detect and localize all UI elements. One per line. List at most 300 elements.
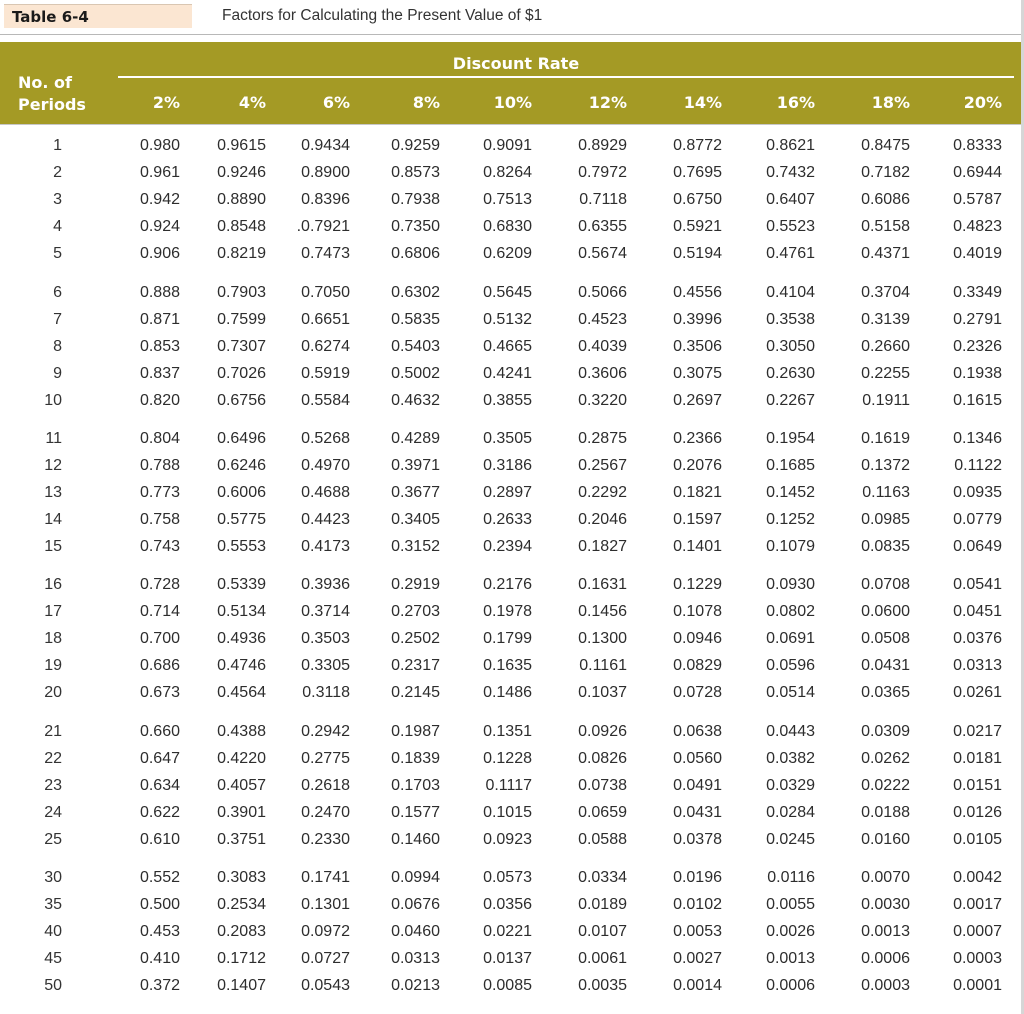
factor-cell: 0.6302 bbox=[391, 284, 440, 301]
rate-header-16pct: 16% bbox=[776, 93, 815, 112]
factor-cell: 0.7938 bbox=[391, 191, 440, 208]
factor-cell: 0.3083 bbox=[217, 869, 266, 886]
factor-cell: 0.3186 bbox=[483, 457, 532, 474]
factor-cell: 0.5787 bbox=[953, 191, 1002, 208]
factor-cell: 0.820 bbox=[139, 392, 180, 409]
period-cell: 4 bbox=[53, 218, 62, 235]
factor-cell: 0.0137 bbox=[483, 950, 532, 967]
table-row bbox=[0, 598, 1024, 625]
factor-cell: 0.0460 bbox=[391, 923, 440, 940]
factor-cell: 0.0930 bbox=[766, 576, 815, 593]
rate-header-18pct: 18% bbox=[871, 93, 910, 112]
factor-cell: 0.8890 bbox=[217, 191, 266, 208]
factor-cell: 0.0676 bbox=[391, 896, 440, 913]
factor-cell: 0.8396 bbox=[301, 191, 350, 208]
period-cell: 7 bbox=[53, 311, 62, 328]
factor-cell: 0.3349 bbox=[953, 284, 1002, 301]
factor-cell: 0.4423 bbox=[301, 511, 350, 528]
factor-cell: 0.4936 bbox=[217, 630, 266, 647]
factor-cell: 0.3606 bbox=[578, 365, 627, 382]
factor-cell: 0.8621 bbox=[766, 137, 815, 154]
factor-cell: 0.453 bbox=[139, 923, 180, 940]
factor-cell: 0.7307 bbox=[217, 338, 266, 355]
factor-cell: 0.2567 bbox=[578, 457, 627, 474]
factor-cell: 0.4057 bbox=[217, 777, 266, 794]
factor-cell: 0.853 bbox=[139, 338, 180, 355]
factor-cell: 0.0738 bbox=[578, 777, 627, 794]
period-cell: 5 bbox=[53, 245, 62, 262]
factor-cell: 0.2502 bbox=[391, 630, 440, 647]
factor-cell: 0.1741 bbox=[301, 869, 350, 886]
factor-cell: 0.6651 bbox=[301, 311, 350, 328]
factor-cell: 0.0085 bbox=[483, 977, 532, 994]
factor-cell: 0.4746 bbox=[217, 657, 266, 674]
table-row bbox=[0, 213, 1024, 240]
factor-cell: 0.1712 bbox=[217, 950, 266, 967]
factor-cell: 0.0107 bbox=[578, 923, 627, 940]
period-cell: 9 bbox=[53, 365, 62, 382]
factor-cell: 0.0196 bbox=[673, 869, 722, 886]
factor-cell: 0.0313 bbox=[953, 657, 1002, 674]
rate-header-12pct: 12% bbox=[588, 93, 627, 112]
period-cell: 15 bbox=[44, 538, 62, 555]
factor-cell: 0.5066 bbox=[578, 284, 627, 301]
factor-cell: 0.888 bbox=[139, 284, 180, 301]
factor-cell: 0.5403 bbox=[391, 338, 440, 355]
table-number-tag bbox=[4, 4, 192, 28]
factor-cell: 0.552 bbox=[139, 869, 180, 886]
factor-cell: 0.0160 bbox=[861, 831, 910, 848]
factor-cell: 0.0691 bbox=[766, 630, 815, 647]
factor-cell: 0.3971 bbox=[391, 457, 440, 474]
factor-cell: 0.5132 bbox=[483, 311, 532, 328]
factor-cell: 0.1987 bbox=[391, 723, 440, 740]
factor-cell: 0.622 bbox=[139, 804, 180, 821]
factor-cell: 0.5553 bbox=[217, 538, 266, 555]
factor-cell: 0.8929 bbox=[578, 137, 627, 154]
table-row bbox=[0, 533, 1024, 560]
factor-cell: 0.2875 bbox=[578, 430, 627, 447]
factor-cell: 0.8900 bbox=[301, 164, 350, 181]
period-cell: 45 bbox=[44, 950, 62, 967]
period-cell: 6 bbox=[53, 284, 62, 301]
factor-cell: 0.0329 bbox=[766, 777, 815, 794]
factor-cell: 0.0017 bbox=[953, 896, 1002, 913]
factor-cell: 0.5134 bbox=[217, 603, 266, 620]
rate-header-4pct: 4% bbox=[238, 93, 266, 112]
factor-cell: 0.2897 bbox=[483, 484, 532, 501]
factor-cell: 0.4688 bbox=[301, 484, 350, 501]
factor-cell: 0.0222 bbox=[861, 777, 910, 794]
factor-cell: 0.4970 bbox=[301, 457, 350, 474]
factor-cell: 0.3503 bbox=[301, 630, 350, 647]
factor-cell: 0.1619 bbox=[861, 430, 910, 447]
caption-divider bbox=[0, 34, 1024, 35]
factor-cell: 0.788 bbox=[139, 457, 180, 474]
table-row bbox=[0, 772, 1024, 799]
table-row bbox=[0, 425, 1024, 452]
factor-cell: 0.700 bbox=[139, 630, 180, 647]
factor-cell: 0.4173 bbox=[301, 538, 350, 555]
period-cell: 21 bbox=[44, 723, 62, 740]
factor-cell: 0.0935 bbox=[953, 484, 1002, 501]
factor-cell: 0.0105 bbox=[953, 831, 1002, 848]
factor-cell: 0.5523 bbox=[766, 218, 815, 235]
factor-cell: 0.2046 bbox=[578, 511, 627, 528]
period-cell: 3 bbox=[53, 191, 62, 208]
factor-cell: 0.8475 bbox=[861, 137, 910, 154]
factor-cell: 0.2330 bbox=[301, 831, 350, 848]
table-row bbox=[0, 718, 1024, 745]
factor-cell: 0.0027 bbox=[673, 950, 722, 967]
discount-rate-group-label: Discount Rate bbox=[452, 54, 580, 73]
factor-cell: 0.0006 bbox=[766, 977, 815, 994]
factor-cell: 0.0431 bbox=[673, 804, 722, 821]
table-row bbox=[0, 918, 1024, 945]
period-cell: 22 bbox=[44, 750, 62, 767]
factor-cell: 0.942 bbox=[139, 191, 180, 208]
factor-cell: 0.1821 bbox=[673, 484, 722, 501]
table-row bbox=[0, 506, 1024, 533]
factor-cell: 0.6944 bbox=[953, 164, 1002, 181]
factor-cell: 0.4665 bbox=[483, 338, 532, 355]
factor-cell: 0.3118 bbox=[302, 684, 350, 701]
factor-cell: 0.6407 bbox=[766, 191, 815, 208]
factor-cell: 0.0116 bbox=[767, 869, 815, 886]
factor-cell: 0.1456 bbox=[578, 603, 627, 620]
period-cell: 12 bbox=[44, 457, 62, 474]
factor-cell: 0.9434 bbox=[301, 137, 350, 154]
factor-cell: 0.4220 bbox=[217, 750, 266, 767]
table-row bbox=[0, 826, 1024, 853]
factor-cell: 0.4241 bbox=[483, 365, 532, 382]
factor-cell: 0.4823 bbox=[953, 218, 1002, 235]
rate-header-8pct: 8% bbox=[412, 93, 440, 112]
table-number: Table 6-4 bbox=[12, 8, 89, 26]
factor-cell: 0.0356 bbox=[483, 896, 532, 913]
factor-cell: 0.3714 bbox=[301, 603, 350, 620]
factor-cell: 0.1577 bbox=[391, 804, 440, 821]
factor-cell: 0.4388 bbox=[217, 723, 266, 740]
factor-cell: 0.4019 bbox=[953, 245, 1002, 262]
table-row bbox=[0, 799, 1024, 826]
period-cell: 16 bbox=[44, 576, 62, 593]
period-cell: 17 bbox=[44, 603, 62, 620]
factor-cell: 0.0007 bbox=[953, 923, 1002, 940]
factor-cell: 0.9259 bbox=[391, 137, 440, 154]
factor-cell: 0.906 bbox=[139, 245, 180, 262]
factor-cell: 0.610 bbox=[139, 831, 180, 848]
table-row bbox=[0, 864, 1024, 891]
factor-cell: 0.2660 bbox=[861, 338, 910, 355]
factor-cell: 0.686 bbox=[139, 657, 180, 674]
factor-cell: 0.0543 bbox=[301, 977, 350, 994]
factor-cell: 0.0003 bbox=[861, 977, 910, 994]
factor-cell: 0.1122 bbox=[954, 457, 1002, 474]
factor-cell: 0.0126 bbox=[953, 804, 1002, 821]
factor-cell: 0.0013 bbox=[861, 923, 910, 940]
rate-header-10pct: 10% bbox=[493, 93, 532, 112]
factor-cell: 0.7050 bbox=[301, 284, 350, 301]
table-row bbox=[0, 972, 1024, 999]
periods-header-line1: No. of bbox=[18, 73, 72, 92]
factor-cell: 0.0728 bbox=[673, 684, 722, 701]
factor-cell: 0.3505 bbox=[483, 430, 532, 447]
table-row bbox=[0, 452, 1024, 479]
factor-cell: .0.7921 bbox=[296, 218, 350, 235]
factor-cell: 0.0013 bbox=[766, 950, 815, 967]
factor-cell: 0.0923 bbox=[483, 831, 532, 848]
factor-cell: 0.7599 bbox=[217, 311, 266, 328]
table-row bbox=[0, 360, 1024, 387]
factor-cell: 0.5339 bbox=[217, 576, 266, 593]
factor-cell: 0.6274 bbox=[301, 338, 350, 355]
factor-cell: 0.1685 bbox=[766, 457, 815, 474]
table-body bbox=[0, 124, 1024, 1014]
factor-cell: 0.0245 bbox=[766, 831, 815, 848]
factor-cell: 0.0309 bbox=[861, 723, 910, 740]
factor-cell: 0.1300 bbox=[578, 630, 627, 647]
factor-cell: 0.4523 bbox=[578, 311, 627, 328]
factor-cell: 0.2703 bbox=[391, 603, 440, 620]
factor-cell: 0.0313 bbox=[391, 950, 440, 967]
factor-cell: 0.0451 bbox=[953, 603, 1002, 620]
factor-cell: 0.0030 bbox=[861, 896, 910, 913]
factor-cell: 0.0560 bbox=[673, 750, 722, 767]
factor-cell: 0.2366 bbox=[673, 430, 722, 447]
table-row bbox=[0, 571, 1024, 598]
factor-cell: 0.1827 bbox=[578, 538, 627, 555]
period-cell: 20 bbox=[44, 684, 62, 701]
factor-cell: 0.2292 bbox=[578, 484, 627, 501]
factor-cell: 0.0070 bbox=[861, 869, 910, 886]
periods-column-header bbox=[18, 72, 86, 116]
factor-cell: 0.7350 bbox=[391, 218, 440, 235]
factor-cell: 0.1839 bbox=[391, 750, 440, 767]
factor-cell: 0.1954 bbox=[766, 430, 815, 447]
factor-cell: 0.6355 bbox=[578, 218, 627, 235]
factor-cell: 0.1452 bbox=[766, 484, 815, 501]
factor-cell: 0.0284 bbox=[766, 804, 815, 821]
factor-cell: 0.1015 bbox=[483, 804, 532, 821]
factor-cell: 0.1346 bbox=[953, 430, 1002, 447]
table-row bbox=[0, 625, 1024, 652]
factor-cell: 0.2394 bbox=[483, 538, 532, 555]
factor-cell: 0.8548 bbox=[217, 218, 266, 235]
period-cell: 23 bbox=[44, 777, 62, 794]
factor-cell: 0.8772 bbox=[673, 137, 722, 154]
factor-cell: 0.1911 bbox=[862, 392, 910, 409]
factor-cell: 0.1301 bbox=[301, 896, 350, 913]
factor-cell: 0.1372 bbox=[861, 457, 910, 474]
factor-cell: 0.0431 bbox=[861, 657, 910, 674]
factor-cell: 0.0042 bbox=[953, 869, 1002, 886]
factor-cell: 0.1079 bbox=[766, 538, 815, 555]
factor-cell: 0.0835 bbox=[861, 538, 910, 555]
factor-cell: 0.2697 bbox=[673, 392, 722, 409]
discount-rate-underline bbox=[118, 76, 1014, 78]
factor-cell: 0.6496 bbox=[217, 430, 266, 447]
factor-cell: 0.2534 bbox=[217, 896, 266, 913]
factor-cell: 0.0262 bbox=[861, 750, 910, 767]
factor-cell: 0.2176 bbox=[483, 576, 532, 593]
factor-cell: 0.1486 bbox=[483, 684, 532, 701]
factor-cell: 0.3751 bbox=[217, 831, 266, 848]
factor-cell: 0.1252 bbox=[766, 511, 815, 528]
period-cell: 10 bbox=[44, 392, 62, 409]
factor-cell: 0.804 bbox=[139, 430, 180, 447]
factor-cell: 0.4564 bbox=[217, 684, 266, 701]
factor-cell: 0.0006 bbox=[861, 950, 910, 967]
period-cell: 8 bbox=[53, 338, 62, 355]
factor-cell: 0.7972 bbox=[578, 164, 627, 181]
factor-cell: 0.7432 bbox=[766, 164, 815, 181]
factor-cell: 0.0491 bbox=[673, 777, 722, 794]
factor-cell: 0.1161 bbox=[579, 657, 627, 674]
factor-cell: 0.4761 bbox=[766, 245, 815, 262]
factor-cell: 0.4371 bbox=[861, 245, 910, 262]
factor-cell: 0.2791 bbox=[953, 311, 1002, 328]
factor-cell: 0.773 bbox=[139, 484, 180, 501]
table-row bbox=[0, 679, 1024, 706]
factor-cell: 0.0221 bbox=[483, 923, 532, 940]
factor-cell: 0.1351 bbox=[483, 723, 532, 740]
factor-cell: 0.0588 bbox=[578, 831, 627, 848]
factor-cell: 0.2630 bbox=[766, 365, 815, 382]
factor-cell: 0.2942 bbox=[301, 723, 350, 740]
factor-cell: 0.2326 bbox=[953, 338, 1002, 355]
factor-cell: 0.2083 bbox=[217, 923, 266, 940]
rate-header-14pct: 14% bbox=[683, 93, 722, 112]
factor-cell: 0.0829 bbox=[673, 657, 722, 674]
factor-cell: 0.0061 bbox=[578, 950, 627, 967]
factor-cell: 0.5158 bbox=[861, 218, 910, 235]
factor-cell: 0.3506 bbox=[673, 338, 722, 355]
factor-cell: 0.0659 bbox=[578, 804, 627, 821]
table-row bbox=[0, 333, 1024, 360]
table-title: Factors for Calculating the Present Value of $1 bbox=[222, 7, 543, 24]
period-cell: 13 bbox=[44, 484, 62, 501]
factor-cell: 0.0573 bbox=[483, 869, 532, 886]
factor-cell: 0.7182 bbox=[861, 164, 910, 181]
table-row bbox=[0, 306, 1024, 333]
factor-cell: 0.5674 bbox=[578, 245, 627, 262]
factor-cell: 0.5835 bbox=[391, 311, 440, 328]
factor-cell: 0.0376 bbox=[953, 630, 1002, 647]
factor-cell: 0.500 bbox=[139, 896, 180, 913]
factor-cell: 0.0213 bbox=[391, 977, 440, 994]
factor-cell: 0.3936 bbox=[301, 576, 350, 593]
factor-cell: 0.647 bbox=[139, 750, 180, 767]
factor-cell: 0.8264 bbox=[483, 164, 532, 181]
factor-cell: 0.5775 bbox=[217, 511, 266, 528]
table-row bbox=[0, 891, 1024, 918]
period-cell: 11 bbox=[45, 430, 62, 447]
factor-cell: 0.0151 bbox=[953, 777, 1002, 794]
factor-cell: 0.6750 bbox=[673, 191, 722, 208]
factor-cell: 0.0055 bbox=[766, 896, 815, 913]
factor-cell: 0.1703 bbox=[391, 777, 440, 794]
rate-header-2pct: 2% bbox=[152, 93, 180, 112]
factor-cell: 0.7695 bbox=[673, 164, 722, 181]
factor-cell: 0.0994 bbox=[391, 869, 440, 886]
factor-cell: 0.7473 bbox=[301, 245, 350, 262]
factor-cell: 0.1229 bbox=[673, 576, 722, 593]
factor-cell: 0.660 bbox=[139, 723, 180, 740]
factor-cell: 0.3538 bbox=[766, 311, 815, 328]
period-cell: 18 bbox=[44, 630, 62, 647]
period-cell: 14 bbox=[44, 511, 62, 528]
factor-cell: 0.1460 bbox=[391, 831, 440, 848]
factor-cell: 0.0926 bbox=[578, 723, 627, 740]
factor-cell: 0.980 bbox=[139, 137, 180, 154]
table-row bbox=[0, 387, 1024, 414]
factor-cell: 0.0708 bbox=[861, 576, 910, 593]
period-cell: 30 bbox=[44, 869, 62, 886]
factor-cell: 0.1037 bbox=[578, 684, 627, 701]
factor-cell: 0.0053 bbox=[673, 923, 722, 940]
factor-cell: 0.5584 bbox=[301, 392, 350, 409]
factor-cell: 0.714 bbox=[139, 603, 180, 620]
factor-cell: 0.0514 bbox=[766, 684, 815, 701]
factor-cell: 0.2618 bbox=[301, 777, 350, 794]
factor-cell: 0.0985 bbox=[861, 511, 910, 528]
table-row bbox=[0, 132, 1024, 159]
factor-cell: 0.1597 bbox=[673, 511, 722, 528]
factor-cell: 0.0638 bbox=[673, 723, 722, 740]
factor-cell: 0.1401 bbox=[673, 538, 722, 555]
factor-cell: 0.0378 bbox=[673, 831, 722, 848]
period-cell: 35 bbox=[44, 896, 62, 913]
factor-cell: 0.6830 bbox=[483, 218, 532, 235]
factor-cell: 0.3901 bbox=[217, 804, 266, 821]
factor-cell: 0.8219 bbox=[217, 245, 266, 262]
factor-cell: 0.2633 bbox=[483, 511, 532, 528]
factor-cell: 0.5921 bbox=[673, 218, 722, 235]
factor-cell: 0.8333 bbox=[953, 137, 1002, 154]
factor-cell: 0.3139 bbox=[861, 311, 910, 328]
table-row bbox=[0, 479, 1024, 506]
factor-cell: 0.728 bbox=[139, 576, 180, 593]
period-cell: 1 bbox=[53, 137, 62, 154]
factor-cell: 0.1078 bbox=[673, 603, 722, 620]
factor-cell: 0.1799 bbox=[483, 630, 532, 647]
factor-cell: 0.0014 bbox=[673, 977, 722, 994]
table-caption bbox=[0, 0, 1024, 34]
factor-cell: 0.0972 bbox=[301, 923, 350, 940]
factor-cell: 0.5645 bbox=[483, 284, 532, 301]
table-row bbox=[0, 745, 1024, 772]
factor-cell: 0.0261 bbox=[953, 684, 1002, 701]
table-row bbox=[0, 279, 1024, 306]
table-row bbox=[0, 652, 1024, 679]
factor-cell: 0.0102 bbox=[673, 896, 722, 913]
factor-cell: 0.3152 bbox=[391, 538, 440, 555]
period-cell: 24 bbox=[44, 804, 62, 821]
factor-cell: 0.5194 bbox=[673, 245, 722, 262]
factor-cell: 0.4039 bbox=[578, 338, 627, 355]
factor-cell: 0.0334 bbox=[578, 869, 627, 886]
factor-cell: 0.9091 bbox=[483, 137, 532, 154]
factor-cell: 0.4556 bbox=[673, 284, 722, 301]
factor-cell: 0.0541 bbox=[953, 576, 1002, 593]
factor-cell: 0.3075 bbox=[673, 365, 722, 382]
factor-cell: 0.7026 bbox=[217, 365, 266, 382]
factor-cell: 0.0382 bbox=[766, 750, 815, 767]
factor-cell: 0.3704 bbox=[861, 284, 910, 301]
factor-cell: 0.673 bbox=[139, 684, 180, 701]
factor-cell: 0.837 bbox=[139, 365, 180, 382]
